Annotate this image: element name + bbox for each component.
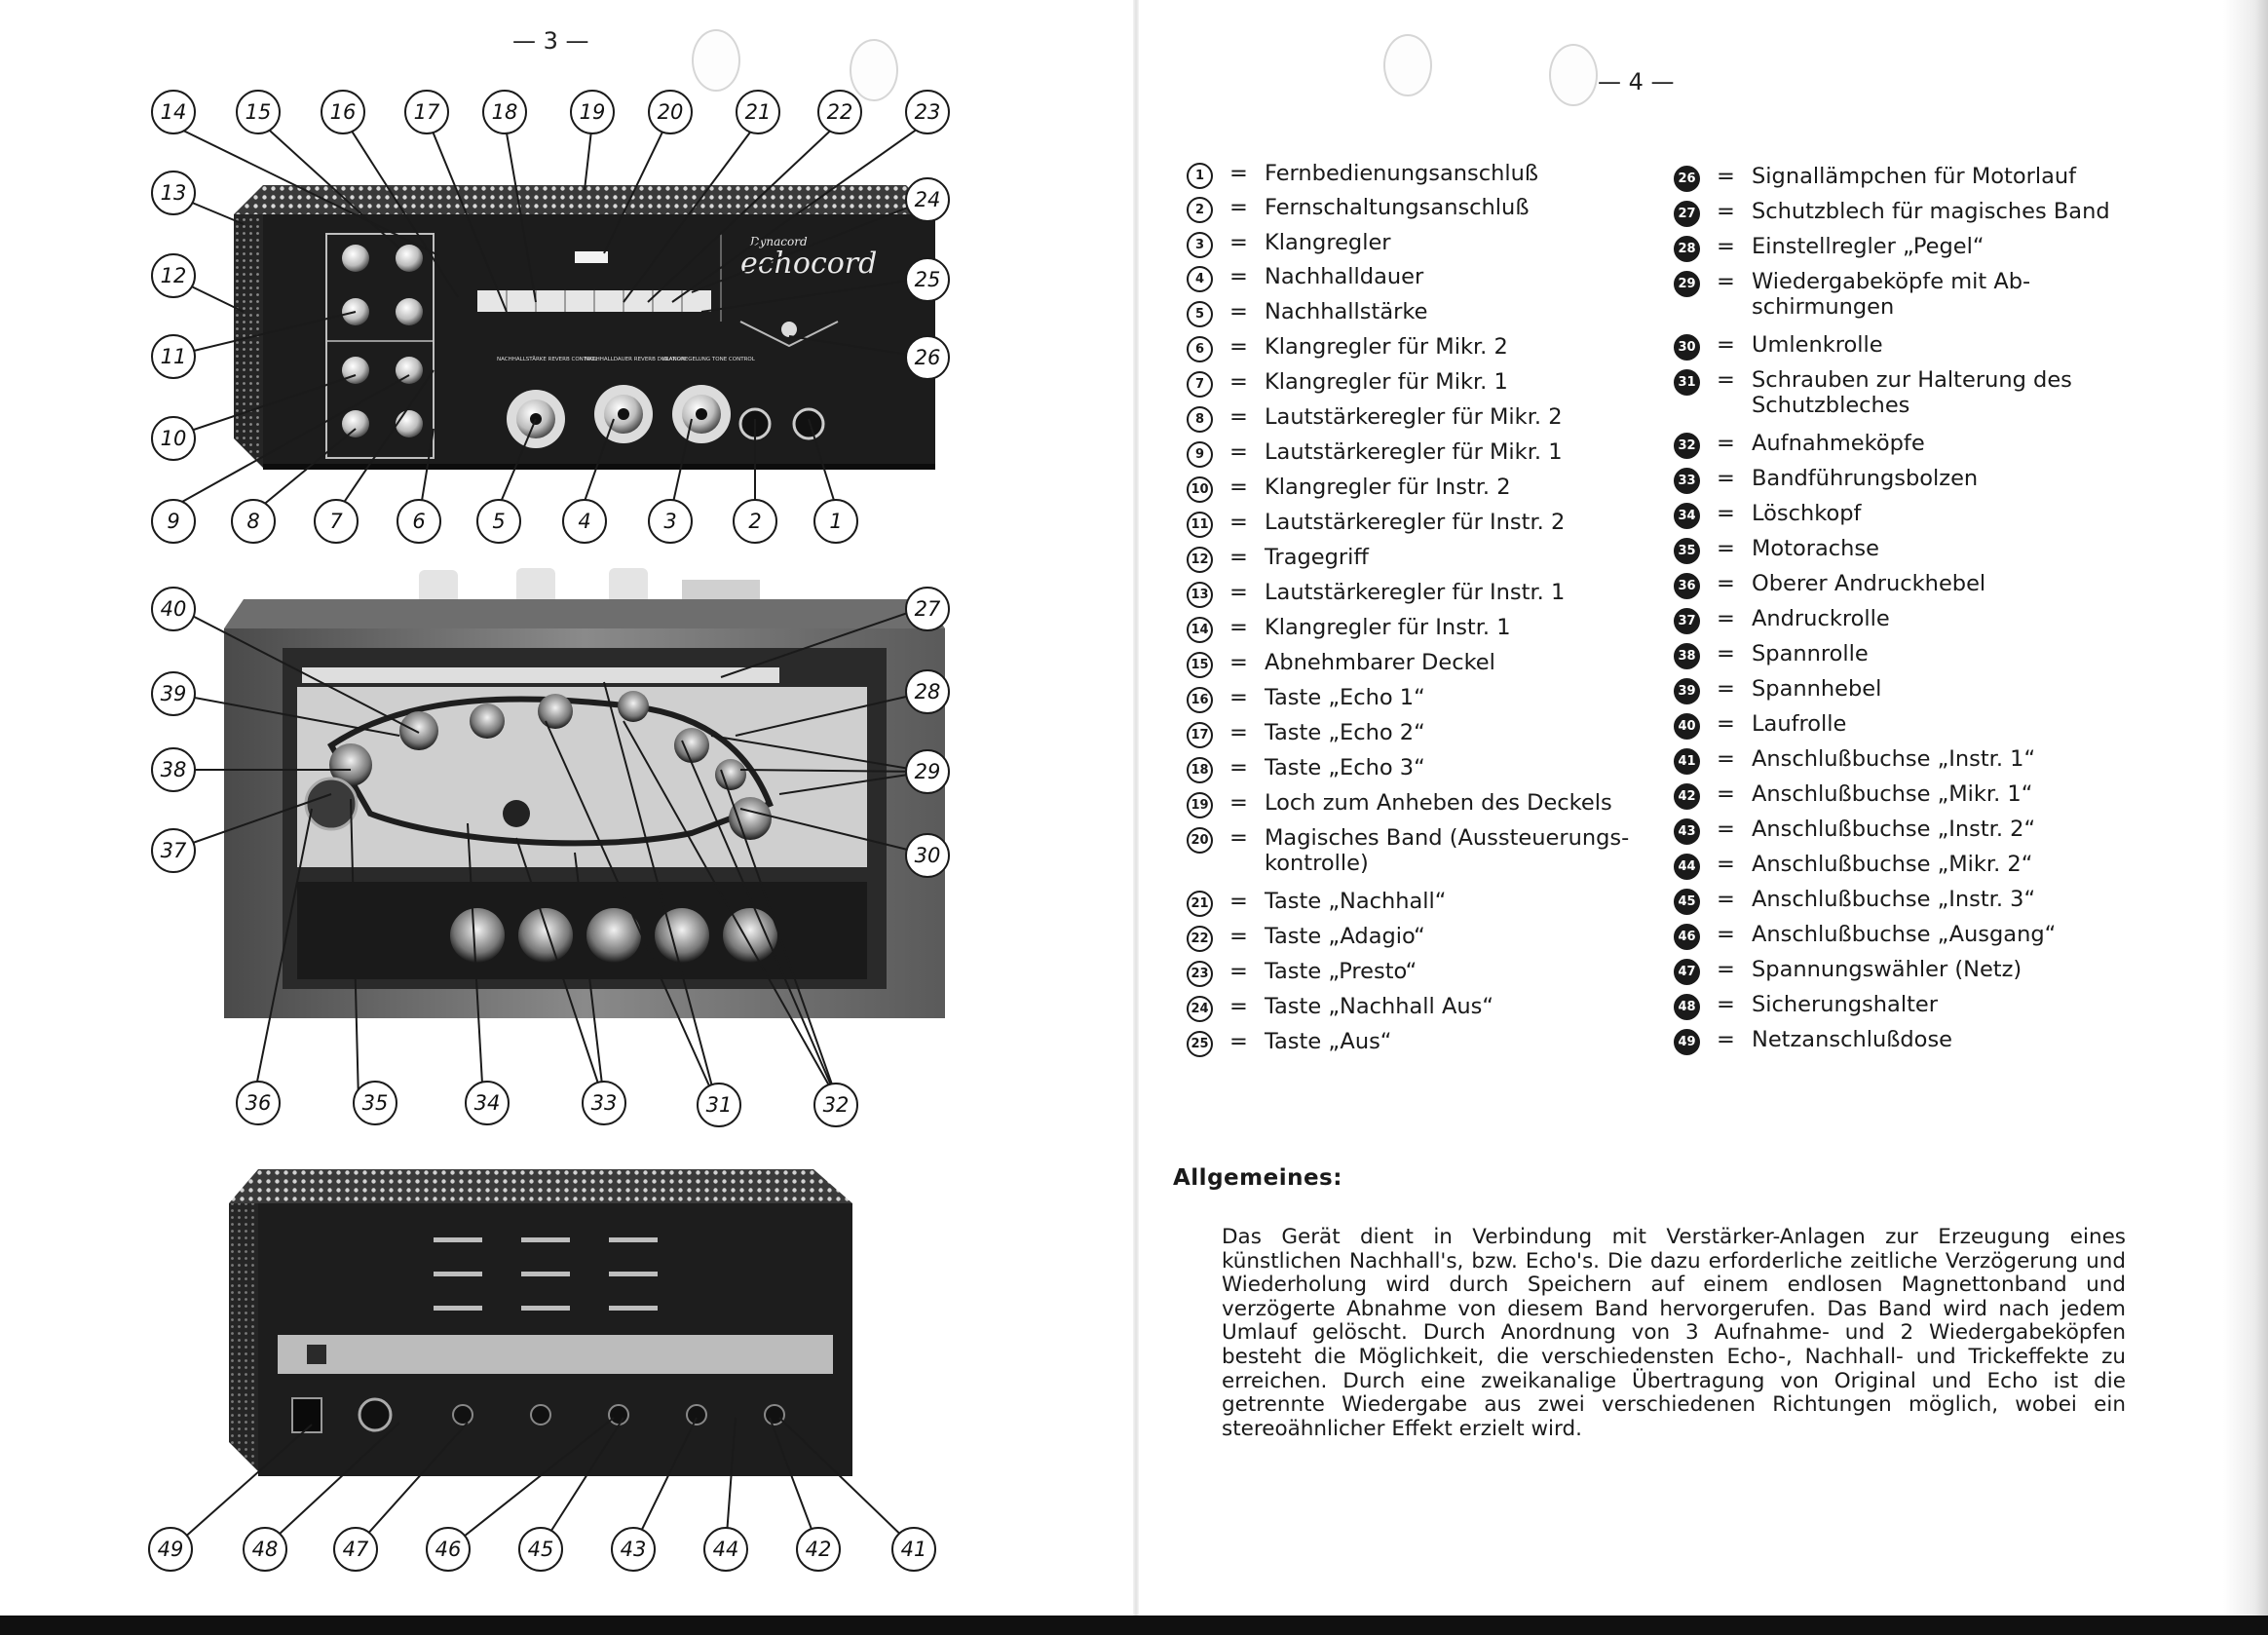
callout-37: 37 [151, 828, 196, 873]
item-description: Taste „Presto“ [1265, 959, 1418, 984]
item-number-badge: 4 [1187, 266, 1213, 292]
callout-32: 32 [813, 1083, 858, 1127]
callout-21: 21 [736, 90, 780, 134]
item-number-badge: 10 [1187, 476, 1213, 503]
item-description: Lautstärkeregler für Mikr. 2 [1265, 404, 1563, 430]
reverb-duration-label: NACHHALLDAUER REVERB DURATION [585, 357, 686, 362]
item-description: Netzanschlußdose [1752, 1027, 1953, 1052]
callout-14: 14 [151, 90, 196, 134]
item-description: Umlenkrolle [1752, 332, 1883, 358]
item-description: Anschlußbuchse „Mikr. 2“ [1752, 852, 2033, 877]
callout-40: 40 [151, 587, 196, 631]
item-description: Andruckrolle [1752, 606, 1890, 631]
item-description: Löschkopf [1752, 501, 1862, 526]
item-number-badge: 30 [1674, 334, 1700, 361]
callout-49: 49 [148, 1527, 193, 1572]
item-number-badge: 36 [1674, 573, 1700, 599]
item-number-badge: 13 [1187, 582, 1213, 608]
description-paragraph: Das Gerät dient in Verbindung mit Verstärker-Anlagen zur Erzeugung eines künstlichen Nachhall's, bzw. Echo's. Die dazu erforderliche zeitliche Verzögerung und Wiederholung wird durch Speichern auf einem endlosen Magnettonband und verzögerte Abnahme von diesem Band hervorgerufen. Das Band wird nach jedem Umlauf gelöscht. Durch Anordnung von 3 Aufnahme- und 2 Wiedergabeköpfen besteht die Möglichkeit, die verschiedensten Echo-, Nachhall- und Trickeffekte zu erreichen. Durch eine zweikanalige Übertragung von Original und Echo ist die getrennte Wiedergabe aus zwei verschiedenen Richtungen möglich, wobei ein stereoähnlicher Effekt erzielt wird. [1222, 1225, 2126, 1441]
item-number-badge: 2 [1187, 197, 1213, 223]
callout-3: 3 [648, 499, 693, 544]
callout-19: 19 [570, 90, 615, 134]
item-number-badge: 14 [1187, 617, 1213, 643]
callout-35: 35 [353, 1081, 397, 1125]
item-number-badge: 7 [1187, 371, 1213, 398]
item-description: Taste „Nachhall“ [1265, 889, 1447, 914]
callout-13: 13 [151, 171, 196, 215]
item-description: Taste „Adagio“ [1265, 924, 1425, 949]
callout-27: 27 [905, 587, 950, 631]
item-number-badge: 1 [1187, 163, 1213, 189]
model-logo: echocord [740, 247, 878, 281]
item-number-badge: 15 [1187, 652, 1213, 678]
item-description-continuation: Schutzbleches [1752, 393, 1910, 418]
callout-41: 41 [891, 1527, 936, 1572]
callout-36: 36 [236, 1081, 281, 1125]
callout-10: 10 [151, 416, 196, 461]
callout-16: 16 [321, 90, 365, 134]
item-number-badge: 24 [1187, 996, 1213, 1022]
callout-6: 6 [397, 499, 441, 544]
item-description: Signallämpchen für Motorlauf [1752, 164, 2077, 189]
callout-1: 1 [813, 499, 858, 544]
item-description: Laufrolle [1752, 711, 1847, 737]
item-description: Nachhalldauer [1265, 264, 1424, 289]
callout-31: 31 [697, 1083, 741, 1127]
item-number-badge: 6 [1187, 336, 1213, 362]
callout-26: 26 [905, 335, 950, 380]
callout-15: 15 [236, 90, 281, 134]
callout-33: 33 [582, 1081, 626, 1125]
item-description: Anschlußbuchse „Ausgang“ [1752, 922, 2057, 947]
callout-18: 18 [482, 90, 527, 134]
item-description [1265, 825, 1629, 876]
item-number-badge: 19 [1187, 792, 1213, 818]
item-number-badge: 37 [1674, 608, 1700, 634]
callout-7: 7 [314, 499, 359, 544]
item-description: Klangregler für Instr. 1 [1265, 615, 1511, 640]
item-number-badge: 35 [1674, 538, 1700, 564]
page-number-right: — 4 — [1598, 68, 1675, 95]
page-edge [2223, 0, 2268, 1616]
callout-20: 20 [648, 90, 693, 134]
item-number-badge: 25 [1187, 1031, 1213, 1057]
punch-hole [1383, 34, 1432, 96]
item-description-line: Schrauben zur Halterung des [1752, 367, 2072, 393]
item-description: Fernbedienungsanschluß [1265, 161, 1539, 186]
scan-bottom-border [0, 1616, 2268, 1635]
punch-hole [850, 39, 898, 101]
callout-46: 46 [426, 1527, 471, 1572]
center-fold [1133, 0, 1139, 1616]
callout-23: 23 [905, 90, 950, 134]
front-panel-photo [234, 175, 955, 487]
callout-4: 4 [562, 499, 607, 544]
item-description: Abnehmbarer Deckel [1265, 650, 1495, 675]
callout-22: 22 [817, 90, 862, 134]
item-description-continuation: schirmungen [1752, 294, 1895, 320]
item-description-line: Magisches Band (Aussteuerungs- [1265, 825, 1630, 851]
item-number-badge: 27 [1674, 201, 1700, 227]
callout-30: 30 [905, 833, 950, 878]
item-number-badge: 48 [1674, 994, 1700, 1020]
callout-48: 48 [243, 1527, 287, 1572]
item-number-badge: 11 [1187, 512, 1213, 538]
item-description: Aufnahmeköpfe [1752, 431, 1925, 456]
item-number-badge: 42 [1674, 783, 1700, 810]
punch-hole [692, 29, 740, 92]
item-number-badge: 32 [1674, 433, 1700, 459]
reverb-control-label: NACHHALLSTÄRKE REVERB CONTROL [497, 357, 598, 362]
item-description: Lautstärkeregler für Instr. 1 [1265, 580, 1566, 605]
item-description: Anschlußbuchse „Instr. 3“ [1752, 887, 2036, 912]
item-description: Oberer Andruckhebel [1752, 571, 1986, 596]
item-description: Nachhallstärke [1265, 299, 1428, 324]
item-number-badge: 16 [1187, 687, 1213, 713]
item-description: Einstellregler „Pegel“ [1752, 234, 1984, 259]
item-number-badge: 38 [1674, 643, 1700, 669]
item-number-badge: 18 [1187, 757, 1213, 783]
item-description: Anschlußbuchse „Instr. 2“ [1752, 817, 2036, 842]
item-number-badge: 28 [1674, 236, 1700, 262]
callout-5: 5 [476, 499, 521, 544]
item-number-badge: 12 [1187, 547, 1213, 573]
item-description: Klangregler für Instr. 2 [1265, 475, 1511, 500]
item-number-badge: 9 [1187, 441, 1213, 468]
item-number-badge: 29 [1674, 271, 1700, 297]
callout-47: 47 [333, 1527, 378, 1572]
item-number-badge: 33 [1674, 468, 1700, 494]
callout-17: 17 [404, 90, 449, 134]
item-number-badge: 8 [1187, 406, 1213, 433]
item-number-badge: 46 [1674, 924, 1700, 950]
item-description: Spannungswähler (Netz) [1752, 957, 2022, 982]
item-number-badge: 43 [1674, 818, 1700, 845]
item-description: Taste „Echo 2“ [1265, 720, 1425, 745]
item-description [1752, 367, 2072, 418]
callout-39: 39 [151, 671, 196, 716]
item-description: Tragegriff [1265, 545, 1369, 570]
item-description: Klangregler [1265, 230, 1391, 255]
item-number-badge: 34 [1674, 503, 1700, 529]
item-number-badge: 26 [1674, 166, 1700, 192]
tone-control-label: KLANGREGELUNG TONE CONTROL [662, 357, 755, 362]
item-description: Anschlußbuchse „Mikr. 1“ [1752, 781, 2033, 807]
item-number-badge: 17 [1187, 722, 1213, 748]
item-number-badge: 47 [1674, 959, 1700, 985]
item-number-badge: 31 [1674, 369, 1700, 396]
item-description: Sicherungshalter [1752, 992, 1938, 1017]
item-description: Taste „Echo 1“ [1265, 685, 1425, 710]
callout-44: 44 [703, 1527, 748, 1572]
item-number-badge: 45 [1674, 889, 1700, 915]
item-description: Taste „Nachhall Aus“ [1265, 994, 1493, 1019]
item-number-badge: 5 [1187, 301, 1213, 327]
item-description: Taste „Aus“ [1265, 1029, 1392, 1054]
item-number-badge: 41 [1674, 748, 1700, 775]
item-description: Spannhebel [1752, 676, 1882, 702]
callout-24: 24 [905, 177, 950, 222]
callout-34: 34 [465, 1081, 510, 1125]
callout-43: 43 [611, 1527, 656, 1572]
item-description: Anschlußbuchse „Instr. 1“ [1752, 746, 2036, 772]
item-number-badge: 39 [1674, 678, 1700, 704]
callout-42: 42 [796, 1527, 841, 1572]
callout-25: 25 [905, 257, 950, 302]
item-description-line: Wiedergabeköpfe mit Ab- [1752, 269, 2031, 294]
punch-hole [1549, 44, 1598, 106]
tape-mechanism-photo [224, 560, 945, 1018]
rear-panel-photo [229, 1160, 862, 1491]
callout-2: 2 [733, 499, 777, 544]
callout-11: 11 [151, 334, 196, 379]
brand-logo: Dynacord [750, 235, 808, 248]
item-number-badge: 44 [1674, 854, 1700, 880]
item-description: Fernschaltungsanschluß [1265, 195, 1530, 220]
callout-45: 45 [518, 1527, 563, 1572]
section-heading: Allgemeines: [1173, 1165, 1342, 1191]
item-number-badge: 20 [1187, 827, 1213, 854]
item-description-continuation: kontrolle) [1265, 851, 1369, 876]
item-description: Taste „Echo 3“ [1265, 755, 1425, 780]
item-description: Lautstärkeregler für Instr. 2 [1265, 510, 1566, 535]
callout-29: 29 [905, 749, 950, 794]
item-description: Loch zum Anheben des Deckels [1265, 790, 1612, 816]
item-number-badge: 22 [1187, 926, 1213, 952]
item-number-badge: 49 [1674, 1029, 1700, 1055]
item-description: Schutzblech für magisches Band [1752, 199, 2110, 224]
callout-12: 12 [151, 253, 196, 298]
item-description [1752, 269, 2030, 320]
item-number-badge: 23 [1187, 961, 1213, 987]
item-number-badge: 3 [1187, 232, 1213, 258]
item-description: Klangregler für Mikr. 2 [1265, 334, 1508, 360]
item-number-badge: 40 [1674, 713, 1700, 740]
callout-9: 9 [151, 499, 196, 544]
callout-38: 38 [151, 747, 196, 792]
item-description: Spannrolle [1752, 641, 1869, 666]
page-number-left: — 3 — [512, 27, 589, 55]
callout-8: 8 [231, 499, 276, 544]
item-description: Lautstärkeregler für Mikr. 1 [1265, 439, 1563, 465]
item-description: Motorachse [1752, 536, 1880, 561]
item-description: Klangregler für Mikr. 1 [1265, 369, 1508, 395]
item-description: Bandführungsbolzen [1752, 466, 1979, 491]
item-number-badge: 21 [1187, 891, 1213, 917]
callout-28: 28 [905, 669, 950, 714]
